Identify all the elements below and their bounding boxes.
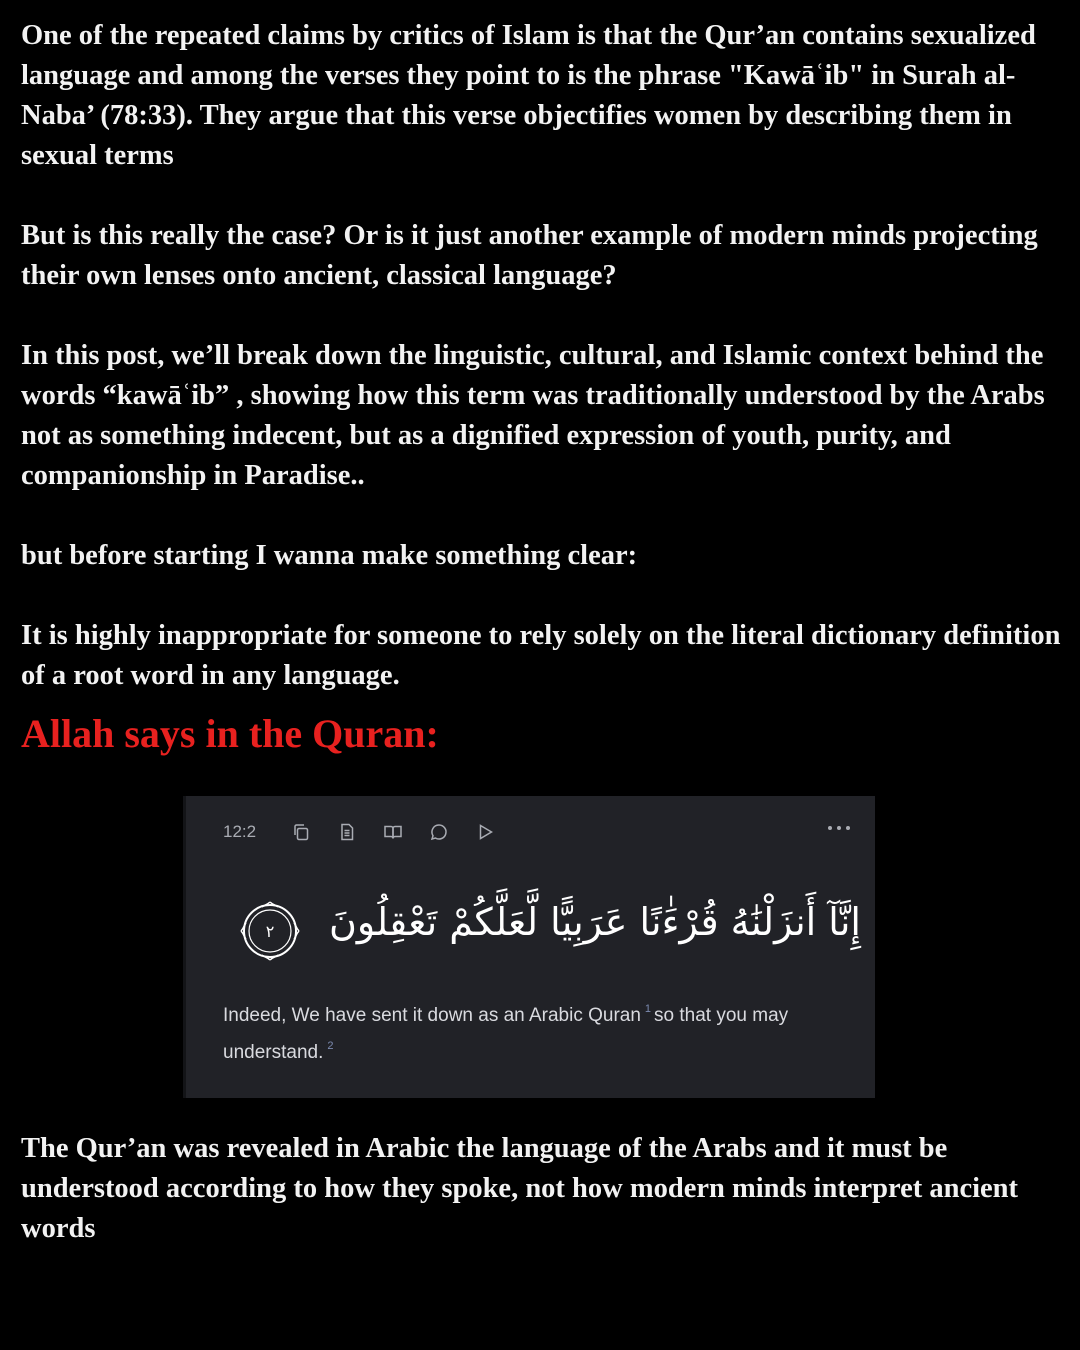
overview-paragraph: In this post, we’ll break down the linguistic, cultural, and Islamic context behind the words “kawāʿib” , showing how this term was traditionally understood by the Arabs not as something indecent, but as a dignified expression of youth, purity, and companionship in Paradise.. [21,340,1045,491]
clarification-paragraph: but before starting I wanna make something clear: [21,540,638,571]
copy-icon[interactable] [288,819,314,845]
arabic-verse [236,882,861,962]
dictionary-paragraph: It is highly inappropriate for someone to rely solely on the literal dictionary definition of a root word in any language. [21,620,1061,691]
verse-toolbar [223,816,498,848]
ayah-end-marker-icon [238,899,302,963]
verse-reference: 12:2 [223,822,257,841]
intro-paragraph: One of the repeated claims by critics of Islam is that the Qur’an contains sexualized language and among the verses they point to is the phrase "Kawāʿib" in Surah al-Naba’ (78:33). They argue that this verse objectifies women by describing them in sexual terms [21,20,1036,171]
translation-text-part1: Indeed, We have sent it down as an Arabic Quran [223,1005,641,1026]
book-icon[interactable] [380,819,406,845]
tafsir-icon[interactable] [334,819,360,845]
arabic-verse-text: إِنَّآ أَنزَلْنَٰهُ قُرْءَٰنًا عَرَبِيًّا لَّعَلَّكُمْ تَعْقِلُونَ [328,900,861,944]
footnote-marker-1[interactable]: 1 [644,1003,652,1015]
comment-icon[interactable] [426,819,452,845]
quran-heading: Allah says in the Quran: [21,711,439,756]
verse-translation [223,994,863,1068]
footnote-marker-2[interactable]: 2 [327,1040,334,1052]
translation-text-part2: so that you may understand. [223,1005,789,1063]
conclusion-paragraph: The Qur’an was revealed in Arabic the language of the Arabs and it must be understood according to how they spoke, not how modern minds interpret ancient words [21,1133,1019,1244]
play-icon[interactable] [472,819,498,845]
ayah-number: ٢ [265,921,275,941]
verse-card-screenshot [183,796,875,1098]
question-paragraph: But is this really the case? Or is it just another example of modern minds projecting their own lenses onto ancient, classical language? [21,220,1038,291]
more-icon[interactable] [825,820,853,836]
